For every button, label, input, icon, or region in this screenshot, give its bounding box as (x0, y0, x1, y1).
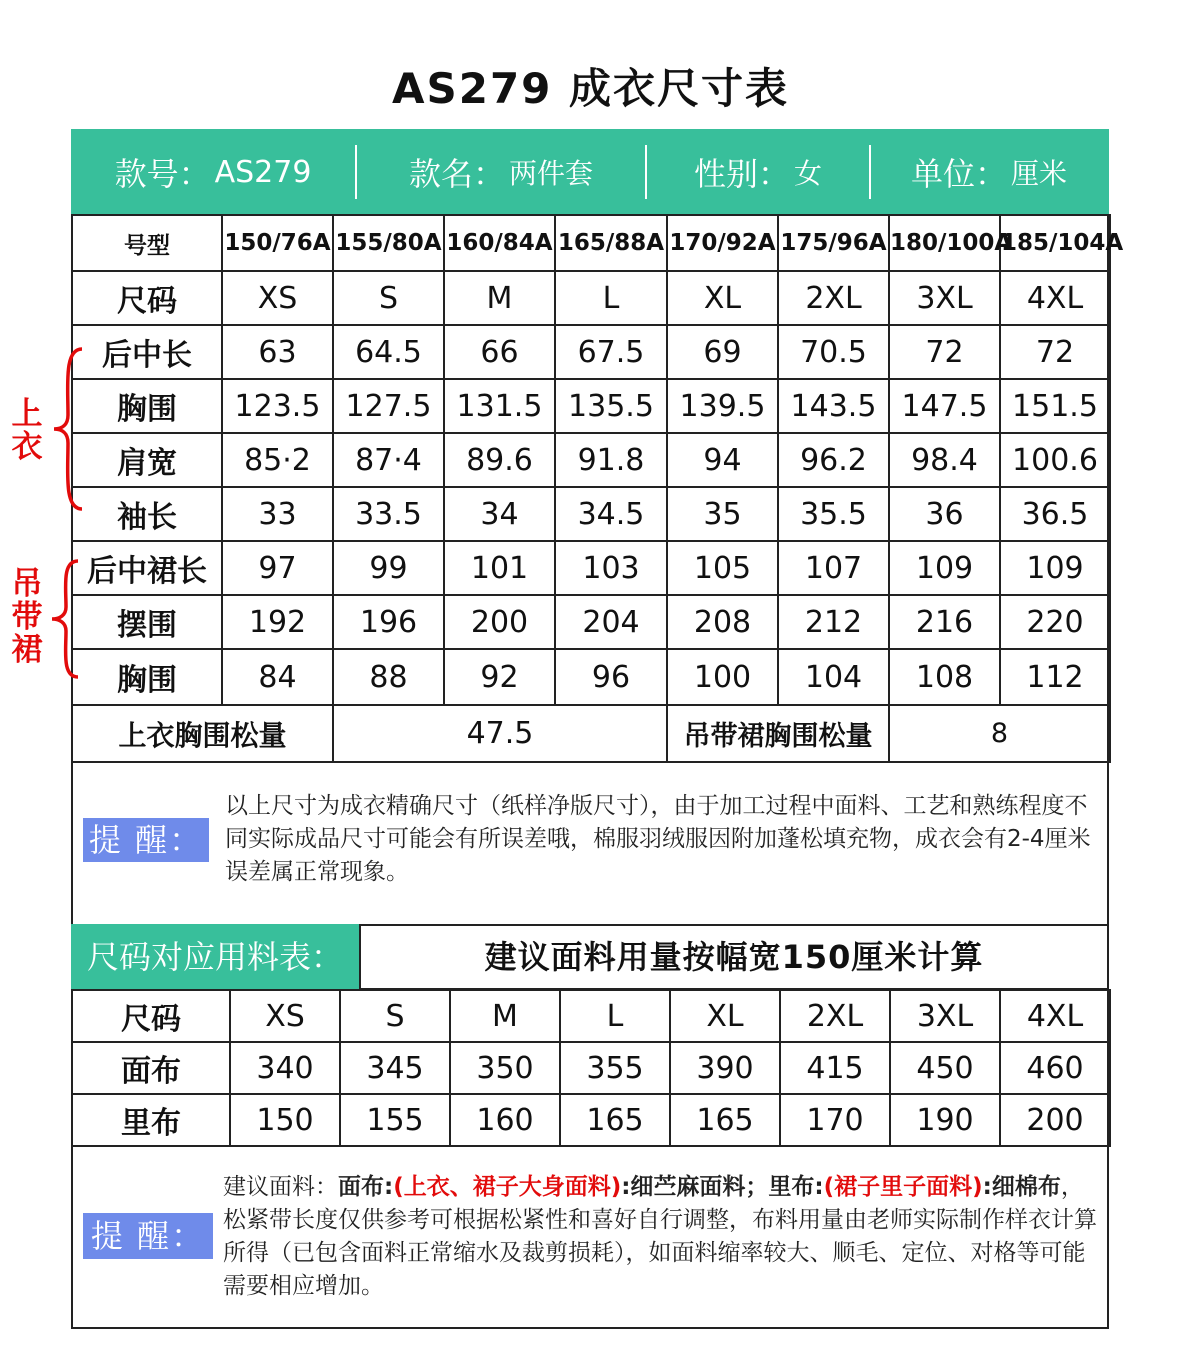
size-cell: 131.5 (444, 379, 555, 433)
size-row (72, 649, 1110, 705)
fabric-cell: XS (230, 990, 340, 1042)
style-no-label: 款号： (114, 155, 211, 193)
size-cell: 88 (333, 649, 444, 705)
fabric-cell: 390 (670, 1042, 780, 1094)
r2-lining-material: 细棉布 (991, 1174, 1061, 1200)
fabric-cell: 2XL (780, 990, 890, 1042)
size-cell: 89.6 (444, 433, 555, 487)
size-cell: 67.5 (555, 325, 667, 379)
size-row-label: 尺码 (72, 271, 222, 325)
size-row-label: 胸围 (72, 379, 222, 433)
size-cell: 107 (778, 541, 889, 595)
size-cell: 204 (555, 595, 667, 649)
ease-row (72, 705, 1110, 762)
fabric-cell: S (340, 990, 450, 1042)
reminder-box-1 (71, 758, 1109, 924)
size-cell: XS (222, 271, 333, 325)
skirt-group-label: 吊带裙 (11, 566, 43, 668)
fabric-cell: 200 (1000, 1094, 1110, 1146)
fabric-cell: XL (670, 990, 780, 1042)
skirt-ease-label: 吊带裙胸围松量 (667, 705, 889, 762)
size-cell: 63 (222, 325, 333, 379)
size-cell: 135.5 (555, 379, 667, 433)
size-cell: 139.5 (667, 379, 778, 433)
size-cell: 147.5 (889, 379, 1000, 433)
reminder-text-2 (223, 1171, 1097, 1303)
size-cell: 155/80A (333, 215, 444, 271)
size-cell: 109 (1000, 541, 1110, 595)
unit-cell (871, 129, 1107, 215)
r2-fabric-label: 面布: (338, 1174, 394, 1200)
fabric-cell: 4XL (1000, 990, 1110, 1042)
r2-part: 建议面料： (223, 1174, 338, 1200)
size-cell: 87·4 (333, 433, 444, 487)
size-cell: 100.6 (1000, 433, 1110, 487)
size-cell: 180/100A (889, 215, 1000, 271)
skirt-group-brace (48, 557, 88, 681)
size-cell: 94 (667, 433, 778, 487)
size-cell: 3XL (889, 271, 1000, 325)
skirt-ease-value: 8 (889, 705, 1110, 762)
r2-lining-label: :细苎麻面料；里布: (621, 1174, 824, 1200)
fabric-cell: 165 (670, 1094, 780, 1146)
size-cell: S (333, 271, 444, 325)
size-cell: 2XL (778, 271, 889, 325)
size-cell: 151.5 (1000, 379, 1110, 433)
size-row-label: 后中裙长 (72, 541, 222, 595)
size-row (72, 541, 1110, 595)
size-cell: 112 (1000, 649, 1110, 705)
size-cell: 36.5 (1000, 487, 1110, 541)
r2-colon: : (982, 1174, 992, 1200)
size-cell: 72 (1000, 325, 1110, 379)
size-row-label: 肩宽 (72, 433, 222, 487)
size-cell: 96 (555, 649, 667, 705)
size-cell: 175/96A (778, 215, 889, 271)
size-row-label: 摆围 (72, 595, 222, 649)
size-cell: 35.5 (778, 487, 889, 541)
size-cell: 92 (444, 649, 555, 705)
size-row (72, 379, 1110, 433)
size-row-label: 号型 (72, 215, 222, 271)
size-cell: 192 (222, 595, 333, 649)
style-name-cell (357, 129, 645, 215)
top-ease-label: 上衣胸围松量 (72, 705, 333, 762)
fabric-row-label: 面布 (72, 1042, 230, 1094)
size-cell: 108 (889, 649, 1000, 705)
size-cell: 4XL (1000, 271, 1110, 325)
fabric-cell: 345 (340, 1042, 450, 1094)
fabric-cell: 415 (780, 1042, 890, 1094)
size-cell: XL (667, 271, 778, 325)
size-cell: 127.5 (333, 379, 444, 433)
size-cell: 85·2 (222, 433, 333, 487)
size-cell: 170/92A (667, 215, 778, 271)
fabric-cell: 460 (1000, 1042, 1110, 1094)
size-cell: 185/104A (1000, 215, 1110, 271)
fabric-row-label: 尺码 (72, 990, 230, 1042)
size-cell: 36 (889, 487, 1000, 541)
size-cell: 165/88A (555, 215, 667, 271)
size-cell: 143.5 (778, 379, 889, 433)
top-ease-value: 47.5 (333, 705, 667, 762)
size-cell: 91.8 (555, 433, 667, 487)
fabric-cell: M (450, 990, 560, 1042)
size-cell: 72 (889, 325, 1000, 379)
size-cell: 70.5 (778, 325, 889, 379)
size-cell: M (444, 271, 555, 325)
fabric-row (72, 1094, 1110, 1146)
size-cell: 66 (444, 325, 555, 379)
size-cell: 33 (222, 487, 333, 541)
fabric-cell: 160 (450, 1094, 560, 1146)
style-no-cell (71, 129, 355, 215)
reminder-badge-1: 提 醒： (83, 818, 209, 862)
size-row-label: 后中长 (72, 325, 222, 379)
size-cell: 212 (778, 595, 889, 649)
size-cell: 35 (667, 487, 778, 541)
size-cell: 34 (444, 487, 555, 541)
fabric-table (71, 989, 1111, 1147)
header-bar (71, 129, 1109, 215)
fabric-cell: 3XL (890, 990, 1000, 1042)
size-row (72, 433, 1110, 487)
size-cell: 200 (444, 595, 555, 649)
r2-fabric-usage: (上衣、裙子大身面料) (393, 1174, 622, 1200)
fabric-cell: 340 (230, 1042, 340, 1094)
size-cell: 103 (555, 541, 667, 595)
fabric-cell: 165 (560, 1094, 670, 1146)
size-cell: 101 (444, 541, 555, 595)
fabric-row-label: 里布 (72, 1094, 230, 1146)
gender-value: 女 (794, 157, 823, 190)
size-cell: 150/76A (222, 215, 333, 271)
unit-label: 单位： (910, 155, 1007, 193)
reminder-box-2 (71, 1143, 1109, 1329)
size-cell: 84 (222, 649, 333, 705)
size-cell: L (555, 271, 667, 325)
size-table (71, 214, 1124, 763)
size-cell: 96.2 (778, 433, 889, 487)
size-cell: 34.5 (555, 487, 667, 541)
fabric-row (72, 1042, 1110, 1094)
size-cell: 33.5 (333, 487, 444, 541)
style-name-value: 两件套 (509, 157, 594, 190)
size-cell: 64.5 (333, 325, 444, 379)
size-cell: 99 (333, 541, 444, 595)
size-row-label: 袖长 (72, 487, 222, 541)
fabric-cell: 170 (780, 1094, 890, 1146)
size-cell: 100 (667, 649, 778, 705)
page-title: AS279 成衣尺寸表 (391, 64, 790, 113)
size-cell: 123.5 (222, 379, 333, 433)
fabric-cell: 355 (560, 1042, 670, 1094)
style-no-value: AS279 (214, 154, 312, 190)
fabric-section-title: 尺码对应用料表： (71, 924, 359, 990)
size-cell: 97 (222, 541, 333, 595)
size-cell: 104 (778, 649, 889, 705)
size-cell: 208 (667, 595, 778, 649)
size-row-label: 胸围 (72, 649, 222, 705)
size-row (72, 325, 1110, 379)
gender-label: 性别： (693, 155, 790, 193)
size-row (72, 215, 1110, 271)
fabric-cell: 155 (340, 1094, 450, 1146)
fabric-row (72, 990, 1110, 1042)
size-row (72, 271, 1110, 325)
size-cell: 109 (889, 541, 1000, 595)
fabric-cell: 150 (230, 1094, 340, 1146)
fabric-section-note: 建议面料用量按幅宽150厘米计算 (359, 924, 1109, 990)
r2-rest: ，松紧带长度仅供参考可根据松紧性和喜好自行调整，布料用量由老师实际制作样衣计算所得（已包含面料正常缩水及裁剪损耗），如面料缩率较大、顺毛、定位、对格等可能需要相应增加。 (223, 1174, 1097, 1299)
style-name-label: 款名： (408, 155, 505, 193)
r2-lining-usage: (裙子里子面料) (823, 1174, 983, 1200)
gender-cell (647, 129, 869, 215)
reminder-text-1: 以上尺寸为成衣精确尺寸（纸样净版尺寸），由于加工过程中面料、工艺和熟练程度不同实际成品尺寸可能会有所误差哦，棉服羽绒服因附加蓬松填充物，成衣会有2-4厘米误差属正常现象。 (225, 793, 1091, 885)
unit-value: 厘米 (1011, 157, 1068, 190)
size-cell: 220 (1000, 595, 1110, 649)
reminder-badge-2: 提 醒： (83, 1213, 213, 1259)
size-cell: 216 (889, 595, 1000, 649)
size-cell: 69 (667, 325, 778, 379)
fabric-cell: L (560, 990, 670, 1042)
fabric-cell: 450 (890, 1042, 1000, 1094)
size-row (72, 595, 1110, 649)
size-cell: 105 (667, 541, 778, 595)
size-cell: 98.4 (889, 433, 1000, 487)
top-group-label: 上衣 (11, 396, 43, 465)
size-cell: 160/84A (444, 215, 555, 271)
size-cell: 196 (333, 595, 444, 649)
size-row (72, 487, 1110, 541)
fabric-cell: 350 (450, 1042, 560, 1094)
top-group-brace (50, 345, 90, 515)
fabric-cell: 190 (890, 1094, 1000, 1146)
